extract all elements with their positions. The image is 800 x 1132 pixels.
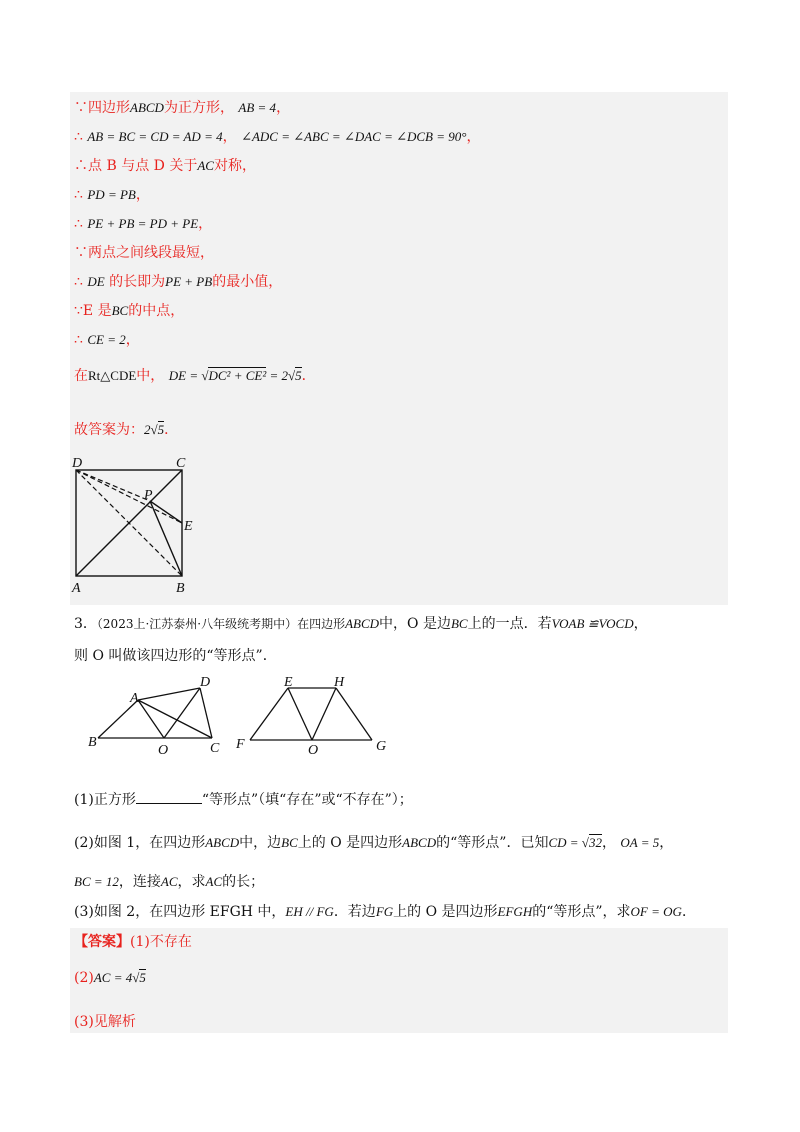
figure-2-trapezoid [232, 672, 402, 762]
edge-fe [250, 688, 288, 740]
dashed-de [76, 470, 182, 523]
figure-square [70, 450, 210, 600]
edge-hg [336, 688, 372, 740]
dashed-dp [76, 470, 150, 501]
solution-line-9: ∴ CE = 2， [74, 332, 140, 348]
label-e: E [284, 675, 293, 690]
problem-3-part-2b: BC = 12，连接AC，求AC的长； [74, 874, 265, 890]
solution-line-5: ∴ PE + PB = PD + PE， [74, 216, 213, 232]
problem-3-part-3: (3)如图 2，在四边形 EFGH 中，EH // FG．若边FG上的 O 是四边形EFGH的“等形点”，求OF = OG． [74, 904, 696, 920]
label-b: B [88, 735, 97, 750]
label-c: C [176, 456, 186, 471]
problem-3-part-1: (1)正方形 “等形点”（填“存在”或“不存在”）； [74, 792, 413, 808]
answer-part-1: 【答案】(1)不存在 [74, 934, 192, 950]
problem-3-part-2: (2)如图 1，在四边形ABCD中，边BC上的 O 是四边形ABCD的“等形点”．已知CD = √32， OA = 5， [74, 835, 674, 851]
label-p: P [144, 488, 153, 503]
edge-dc [200, 688, 212, 738]
segment-ac [138, 700, 212, 738]
label-d: D [72, 456, 83, 471]
label-g: G [376, 739, 387, 754]
answer-part-2: (2)AC = 4√5 [74, 970, 146, 986]
answer-part-3: (3)见解析 [74, 1014, 136, 1030]
label-o: O [308, 743, 319, 758]
label-o: O [158, 743, 169, 758]
label-b: B [176, 581, 185, 596]
solution-line-1: ∵四边形ABCD为正方形， AB = 4， [74, 100, 291, 116]
solution-answer-line: 故答案为：2√5． [74, 422, 179, 438]
solution-line-8: ∵E 是BC的中点， [74, 303, 185, 319]
label-e: E [184, 519, 193, 534]
solution-line-3: ∴点 B 与点 D 关于AC对称， [74, 158, 256, 174]
problem-3-line-2: 则 O 叫做该四边形的“等形点”． [74, 648, 277, 664]
solution-line-6: ∵两点之间线段最短， [74, 245, 214, 261]
problem-3-line-1: 3．（2023上·江苏泰州·八年级统考期中）在四边形ABCD中，O 是边BC上的一点．若VOAB ≌VOCD， [74, 616, 648, 632]
figure-1-quadrilateral [84, 672, 234, 762]
solution-line-10: 在Rt△CDE中， DE = √DC² + CE² = 2√5． [74, 368, 316, 384]
label-a: A [130, 691, 139, 706]
segment-ho [312, 688, 336, 740]
segment-od [164, 688, 200, 738]
segment-ao [138, 700, 164, 738]
label-d: D [200, 675, 211, 690]
answer-blank[interactable] [136, 791, 202, 804]
solution-line-7: ∴ DE 的长即为PE + PB的最小值， [74, 274, 283, 290]
label-f: F [236, 737, 245, 752]
solution-line-4: ∴ PD = PB， [74, 187, 150, 203]
label-c: C [210, 741, 220, 756]
edge-ad [138, 688, 200, 700]
solution-line-2: ∴ AB = BC = CD = AD = 4， ∠ADC = ∠ABC = ∠DAC = ∠DCB = 90°， [74, 129, 481, 145]
segment-eo [288, 688, 312, 740]
label-a: A [72, 581, 81, 596]
label-h: H [334, 675, 345, 690]
